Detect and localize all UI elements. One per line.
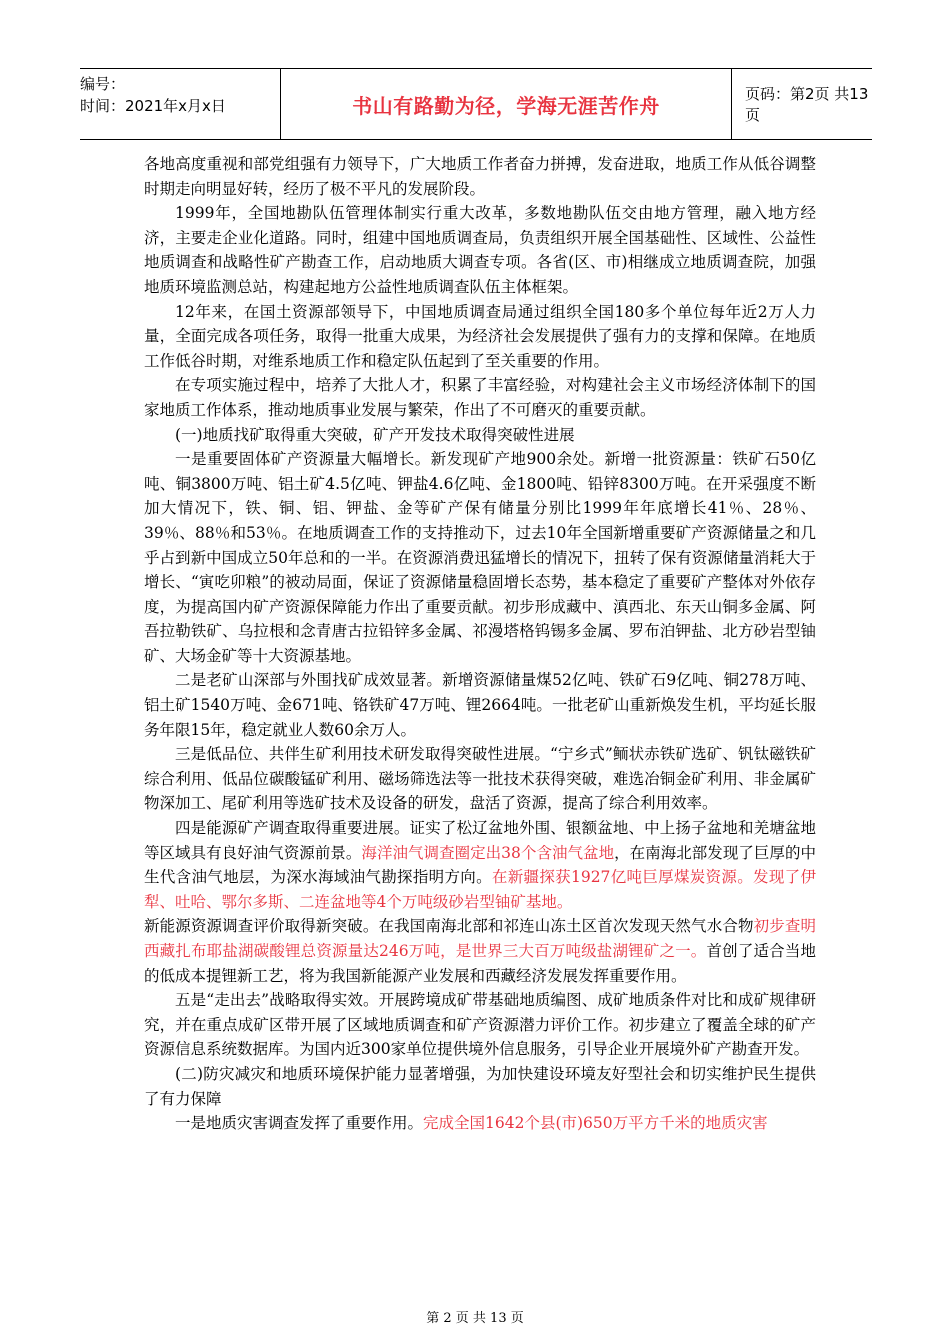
header-page-cell (731, 69, 872, 139)
body-paragraph (144, 447, 816, 668)
paragraph-text: 二是老矿山深部与外围找矿成效显著。新增资源储量煤52亿吨、铁矿石9亿吨、铜278万吨、铝土矿1540万吨、金671吨、铬铁矿47万吨、锂2664吨。一批老矿山重新焕发生机，平均延长服务年限15年，稳定就业人数60余万人。 (144, 671, 816, 739)
paragraph-text: 各地高度重视和部党组强有力领导下，广大地质工作者奋力拼搏，发奋进取，地质工作从低谷调整时期走向明显好转，经历了极不平凡的发展阶段。 (144, 155, 816, 198)
paragraph-text: 1999年，全国地勘队伍管理体制实行重大改革，多数地勘队伍交由地方管理，融入地方经济，主要走企业化道路。同时，组建中国地质调查局，负责组织开展全国基础性、区域性、公益性地质调查和战略性矿产勘查工作，启动地质大调查专项。各省(区、市)相继成立地质调查院，加强地质环境监测总站，构建起地方公益性地质调查队伍主体框架。 (144, 204, 816, 296)
paragraph-text: (二)防灾减灾和地质环境保护能力显著增强，为加快建设环境友好型社会和切实维护民生提供了有力保障 (144, 1064, 816, 1108)
paragraph-text: (一)地质找矿取得重大突破，矿产开发技术取得突破性进展 (175, 425, 575, 444)
header-meta (80, 69, 280, 143)
header-motto-cell (280, 69, 732, 139)
document-body (144, 152, 816, 1136)
highlighted-text: 完成全国1642个县(市)650万平方千米的地质灾害 (423, 1114, 768, 1133)
body-paragraph (144, 300, 816, 374)
paragraph-text: 在专项实施过程中，培养了大批人才，积累了丰富经验，对构建社会主义市场经济体制下的国家地质工作体系，推动地质事业发展与繁荣，作出了不可磨灭的重要贡献。 (144, 376, 816, 419)
header-page-info: 页码：第2页 共13页 (745, 85, 869, 124)
header-motto: 书山有路勤为径，学海无涯苦作舟 (352, 93, 660, 118)
paragraph-text: ，在南海北部发现了巨厚的中生代含油气地层，为深水海域油气勘探指明方向。 (144, 843, 816, 887)
body-paragraph (144, 373, 816, 422)
paragraph-text: 首创了适合当地的低成本提锂新工艺，将为我国新能源产业发展和西藏经济发展发挥重要作用。 (144, 942, 816, 985)
page-footer: 第 2 页 共 13 页 (426, 1311, 524, 1326)
paragraph-text: 四是能源矿产调查取得重要进展。证实了松辽盆地外围、银额盆地、中上扬子盆地和羌塘盆地等区域具有良好油气资源前景。 (144, 819, 816, 862)
body-paragraph (144, 201, 816, 299)
highlighted-text: 海洋油气调查圈定出38个含油气盆地 (361, 843, 615, 862)
paragraph-text: 五是“走出去”战略取得实效。开展跨境成矿带基础地质编图、成矿地质条件对比和成矿规律研究，并在重点成矿区带开展了区域地质调查和矿产资源潜力评价工作。初步建立了覆盖全球的矿产资源信息系统数据库。为国内近300家单位提供境外信息服务，引导企业开展境外矿产勘查开发。 (144, 991, 816, 1059)
body-paragraph (144, 152, 816, 201)
document-time-label: 时间：2021年x月x日 (80, 97, 226, 115)
page-header (80, 68, 872, 140)
document-number-label: 编号： (80, 75, 126, 93)
paragraph-text: 12年来，在国土资源部领导下，中国地质调查局通过组织全国180多个单位每年近2万人力量，全面完成各项任务，取得一批重大成果，为经济社会发展提供了强有力的支撑和保障。在地质工作低谷时期，对维系地质工作和稳定队伍起到了至关重要的作用。 (144, 302, 816, 370)
paragraph-text: 一是重要固体矿产资源量大幅增长。新发现矿产地900余处。新增一批资源量：铁矿石50亿吨、铜3800万吨、铝土矿4.5亿吨、钾盐4.6亿吨、金1800吨、铅锌8300万吨。在开采强度不断加大情况下，铁、铜、铝、钾盐、金等矿产保有储量分别比1999年年底增长41％、28％、39％、88％和53％。在地质调查工作的支持推动下，过去10年全国新增重要矿产资源储量之和几乎占到新中国成立50年总和的一半。在资源消费迅猛增长的情况下，扭转了保有资源储量消耗大于增长、“寅吃卯粮”的被动局面，保证了资源储量稳固增长态势，基本稳定了重要矿产整体对外依存度，为提高国内矿产资源保障能力作出了重要贡献。初步形成藏中、滇西北、东天山铜多金属、阿吾拉勒铁矿、乌拉根和念青唐古拉铅锌多金属、祁漫塔格钨锡多金属、罗布泊钾盐、北方砂岩型铀矿、大场金矿等十大资源基地。 (144, 450, 816, 665)
body-paragraph (144, 1062, 816, 1111)
body-paragraph (144, 423, 816, 448)
highlighted-text: 在新疆探获1927亿吨巨厚煤炭资源。发现了伊犁、吐哈、鄂尔多斯、二连盆地等4个万吨级砂岩型铀矿基地。 (144, 868, 816, 911)
body-paragraph (144, 742, 816, 816)
paragraph-text: 三是低品位、共伴生矿利用技术研发取得突破性进展。“宁乡式”鲕状赤铁矿选矿、钒钛磁铁矿综合利用、低品位碳酸锰矿利用、磁场筛选法等一批技术获得突破，难选冶铜金矿利用、非金属矿物深加工、尾矿利用等选矿技术及设备的研发，盘活了资源，提高了综合利用效率。 (144, 745, 816, 813)
highlighted-text: 初步查明西藏扎布耶盐湖碳酸锂总资源量达246万吨，是世界三大百万吨级盐湖锂矿之一。 (144, 917, 816, 960)
body-paragraph (144, 914, 816, 988)
body-paragraph (144, 668, 816, 742)
paragraph-text: 新能源资源调查评价取得新突破。在我国南海北部和祁连山冻土区首次发现天然气水合物 (144, 917, 754, 936)
body-paragraph (144, 988, 816, 1062)
body-paragraph (144, 1111, 816, 1136)
body-paragraph (144, 816, 816, 914)
paragraph-text: 一是地质灾害调查发挥了重要作用。 (175, 1114, 424, 1133)
